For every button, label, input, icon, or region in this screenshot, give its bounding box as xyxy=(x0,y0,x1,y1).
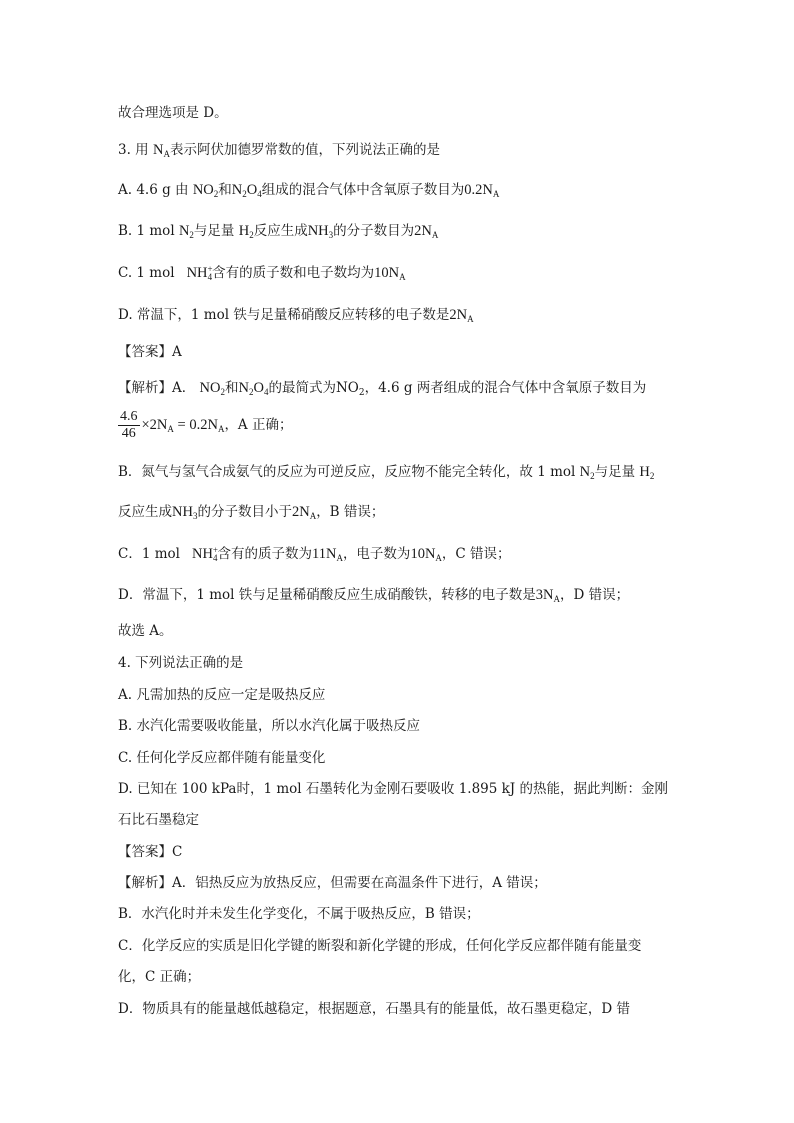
conclusion: 故选 A。 xyxy=(118,623,173,639)
answer-label: 【答案】A xyxy=(118,344,182,360)
explanation-a: 【解析】A． $NO_2$和$N_2O_4$的最简式为$NO_2$，4.6 g 两者组成的混合气体中含氧原子数目为 xyxy=(118,380,647,398)
question-3-stem: 3. 用 $N_A$表示阿伏加德罗常数的值，下列说法正确的是 xyxy=(118,142,440,159)
option-c: C. 任何化学反应都伴随有能量变化 xyxy=(118,750,326,766)
option-b: B. 1 mol $N_2$与足量 $H_2$反应生成$NH_3$的分子数目为$2N_A$ xyxy=(118,223,439,240)
option-c: C. 1 mol $NH^+_4$含有的质子数和电子数均为$10N_A$ xyxy=(118,264,406,282)
explanation-c: C．1 mol $NH^+_4$含有的质子数为$11N_A$，电子数为$10N_A$，C 错误； xyxy=(118,545,511,563)
option-d: D. 常温下，1 mol 铁与足量稀硝酸反应转移的电子数是$2N_A$ xyxy=(118,307,474,324)
option-d-cont: 石比石墨稳定 xyxy=(118,812,199,828)
explanation-a-calc: $\frac{4.6}{46}$ $\times 2N_A = 0.2N_A$，A 正确； xyxy=(120,409,293,441)
explanation-c-cont: 化，C 正确； xyxy=(118,969,201,985)
explanation-d: D．常温下，1 mol 铁与足量稀硝酸反应生成硝酸铁，转移的电子数是$3N_A$，D 错误； xyxy=(118,587,630,604)
explanation-c: C．化学反应的实质是旧化学键的断裂和新化学键的形成，任何化学反应都伴随有能量变 xyxy=(118,938,642,954)
answer-label: 【答案】C xyxy=(118,844,183,860)
explanation-a: 【解析】A．铝热反应为放热反应，但需要在高温条件下进行，A 错误； xyxy=(118,875,547,891)
fraction: $\frac{4.6}{46}$ xyxy=(120,409,138,441)
option-b: B. 水汽化需要吸收能量，所以水汽化属于吸热反应 xyxy=(118,718,421,734)
question-4-stem: 4. 下列说法正确的是 xyxy=(118,655,244,671)
option-d: D. 已知在 100 kPa时，1 mol 石墨转化为金刚石要吸收 1.895 kJ 的热能，据此判断：金刚 xyxy=(118,781,669,797)
explanation-b: B．氮气与氢气合成氨气的反应为可逆反应，反应物不能完全转化，故 1 mol $N_2$与足量 $H_2$ xyxy=(118,464,655,481)
option-a: A. 4.6 g 由 $NO_2$和$N_2O_4$组成的混合气体中含氧原子数目为$0.2N_A$ xyxy=(118,182,500,199)
explanation-b: B．水汽化时并未发生化学变化，不属于吸热反应，B 错误； xyxy=(118,906,480,922)
explanation-d: D．物质具有的能量越低越稳定，根据题意，石墨具有的能量低，故石墨更稳定，D 错 xyxy=(118,1001,630,1017)
explanation-b-cont: 反应生成$NH_3$的分子数目小于$2N_A$，B 错误； xyxy=(118,504,385,521)
option-a: A. 凡需加热的反应一定是吸热反应 xyxy=(118,687,326,703)
text-line: 故合理选项是 D。 xyxy=(118,105,228,121)
